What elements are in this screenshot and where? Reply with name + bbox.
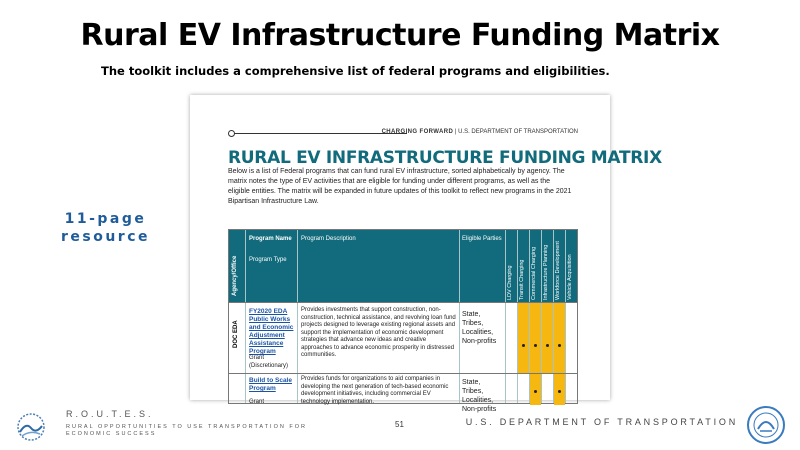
dot-seal-icon	[746, 405, 786, 445]
program-link[interactable]: FY2020 EDA Public Works and Economic Adjustment Assistance Program	[249, 308, 294, 355]
slide-subtitle: The toolkit includes a comprehensive list of federal programs and eligibilities.	[101, 64, 610, 78]
callout	[48, 210, 163, 246]
col-activity-4: Workforce Development	[555, 241, 561, 300]
program-type: Grant (Discretionary)	[249, 355, 289, 369]
dot-footer-text: U.S. DEPARTMENT OF TRANSPORTATION	[465, 417, 738, 427]
document-preview	[190, 95, 662, 413]
callout-line1: 11-page	[64, 211, 147, 227]
funding-matrix	[228, 229, 578, 413]
routes-title: R.O.U.T.E.S.	[66, 409, 154, 419]
col-description: Program Description	[301, 236, 356, 242]
header-brand: CHARGING FORWARD	[381, 129, 454, 135]
eligible-parties: State, Tribes, Localities, Non-profits	[462, 311, 497, 345]
row-agency: DOC EDA	[233, 320, 239, 348]
eligibility-cell	[542, 303, 553, 373]
page-number: 51	[395, 420, 404, 429]
doc-header	[228, 128, 578, 140]
slide-title: Rural EV Infrastructure Funding Matrix	[80, 18, 720, 53]
eligibility-cell	[530, 374, 541, 405]
col-activity-1: Transit Charging	[519, 259, 525, 300]
program-link[interactable]: Build to Scale Program	[249, 377, 292, 392]
program-description: Provides funds for organizations to aid companies in developing the next generation of tech-based economic development initiatives, including commercial EV technology implementation.	[301, 376, 449, 405]
col-program-type: Program Type	[249, 257, 287, 263]
eligible-parties: State, Tribes, Localities, Non-profits	[462, 379, 497, 413]
program-description: Provides investments that support construction, non-construction, technical assistance, and revolving loan fund projects designed to leverage existing regional assets and support the implementation of economic development strategies that advance new ideas and creative approaches to advance economic prosperity in distressed communities.	[301, 307, 456, 358]
program-type: Grant	[249, 399, 265, 405]
doc-title: RURAL EV INFRASTRUCTURE FUNDING MATRIX	[228, 148, 662, 168]
col-program-name: Program Name	[249, 236, 292, 242]
routes-subtitle: RURAL OPPORTUNITIES TO USE TRANSPORTATION FOR ECONOMIC SUCCESS	[66, 424, 307, 437]
eligibility-cell	[518, 303, 529, 373]
col-activity-2: Commercial Charging	[531, 246, 537, 300]
eligibility-cell	[554, 374, 565, 405]
header-text	[382, 129, 578, 135]
header-dept: | U.S. DEPARTMENT OF TRANSPORTATION	[453, 129, 578, 135]
col-eligible: Eligible Parties	[462, 236, 502, 242]
doc-intro: Below is a list of Federal programs that can fund rural EV infrastructure, sorted alphabetically by agency. The matrix notes the type of EV activities that are eligible for funding under different programs, as well as the eligible entities. The matrix will be expanded in future updates of this toolkit to reflect new programs in the 2021 Bipartisan Infrastructure Law.	[228, 168, 572, 205]
eligibility-cell	[554, 303, 565, 373]
eligibility-cell	[530, 303, 541, 373]
col-agency: Agency/Office	[232, 255, 238, 296]
callout-line2: resource	[60, 229, 150, 245]
routes-logo-icon	[14, 412, 48, 442]
col-activity-3: Infrastructure Planning	[543, 244, 549, 300]
col-activity-5: Vehicle Acquisition	[567, 254, 573, 300]
header-dot-icon	[228, 130, 235, 137]
col-activity-0: LDV Charging	[507, 265, 513, 300]
